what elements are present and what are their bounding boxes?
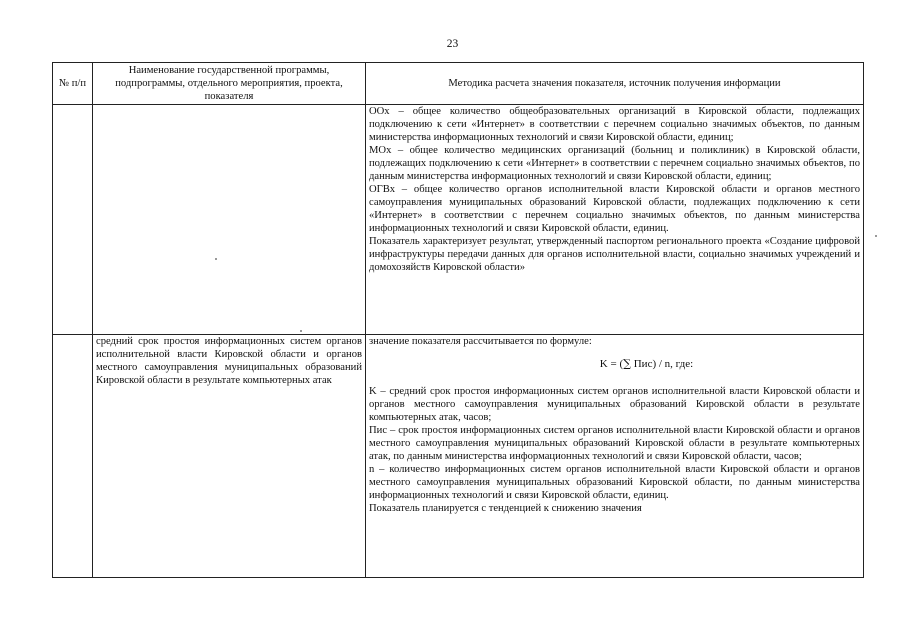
method-paragraph: ООх – общее количество общеобразовательных организаций в Кировской области, подлежащих подключению к сети «Интернет» в соответствии с перечнем социально значимых объектов, по данным министерства информационных технологий и связи Кировской области, единиц;: [369, 106, 860, 143]
cell-method: [366, 335, 864, 578]
scan-speck: [215, 258, 217, 260]
formula-var: Пис: [630, 358, 653, 370]
scan-speck: [300, 330, 302, 332]
method-intro: значение показателя рассчитывается по формуле:: [369, 336, 592, 347]
table-row: [53, 335, 864, 578]
method-paragraph: Показатель характеризует результат, утвержденный паспортом регионального проекта «Создание цифровой инфраструктуры передачи данных для органов исполнительной власти, социально значимых учреждений и домохозяйств Кировской области»: [369, 236, 860, 273]
formula-rhs: / n, где:: [656, 358, 694, 370]
indicator-name: средний срок простоя информационных систем органов исполнительной власти Кировской области и органов местного самоуправления муниципальных образований Кировской области в результате компьютерных атак: [96, 336, 362, 386]
sum-symbol: ∑: [623, 357, 631, 370]
table-row: [53, 105, 864, 335]
cell-num: [53, 105, 93, 335]
formula-open-paren: (: [619, 358, 624, 370]
cell-name: [93, 105, 366, 335]
scan-speck: [875, 235, 877, 237]
method-paragraph: n – количество информационных систем органов исполнительной власти Кировской области и органов местного самоуправления муниципальных образований Кировской области, по данным министерства информационных технологий и связи Кировской области, единиц.: [369, 464, 860, 501]
method-paragraph: ОГВх – общее количество органов исполнительной власти Кировской области и органов местного самоуправления муниципальных образований Кировской области, подлежащих подключению к сети «Интернет» в соответствии с перечнем социально значимых объектов, по данным министерства информационных технологий и связи Кировской области, единиц.: [369, 184, 860, 234]
page-number: 23: [446, 38, 459, 50]
method-paragraph: K – средний срок простоя информационных систем органов исполнительной власти Кировской области и органов местного самоуправления муниципальных образований Кировской области в результате компьютерных атак, часов;: [369, 386, 860, 423]
cell-num: [53, 335, 93, 578]
cell-name: [93, 335, 366, 578]
header-method: Методика расчета значения показателя, источник получения информации: [366, 63, 864, 105]
cell-method: [366, 105, 864, 335]
method-paragraph: Показатель планируется с тенденцией к снижению значения: [369, 503, 642, 514]
header-num: № п/п: [53, 63, 93, 105]
method-paragraph: МОх – общее количество медицинских организаций (больниц и поликлиник) в Кировской области, подлежащих подключению к сети «Интернет» в соответствии с перечнем социально значимых объектов, по данным министерства информационных технологий и связи Кировской области, единиц;: [369, 145, 860, 182]
formula-lhs: K =: [599, 358, 620, 370]
formula-close-paren: ): [652, 358, 657, 370]
formula: [369, 357, 860, 371]
indicator-table: [52, 62, 864, 578]
table-header-row: [53, 63, 864, 105]
header-name: Наименование государственной программы, подпрограммы, отдельного мероприятия, проекта, показателя: [93, 63, 366, 105]
method-paragraph: Пис – срок простоя информационных систем органов исполнительной власти Кировской области и органов местного самоуправления муниципальных образований Кировской области в результате компьютерных атак, по данным министерства информационных технологий и связи Кировской области, часов;: [369, 425, 860, 462]
